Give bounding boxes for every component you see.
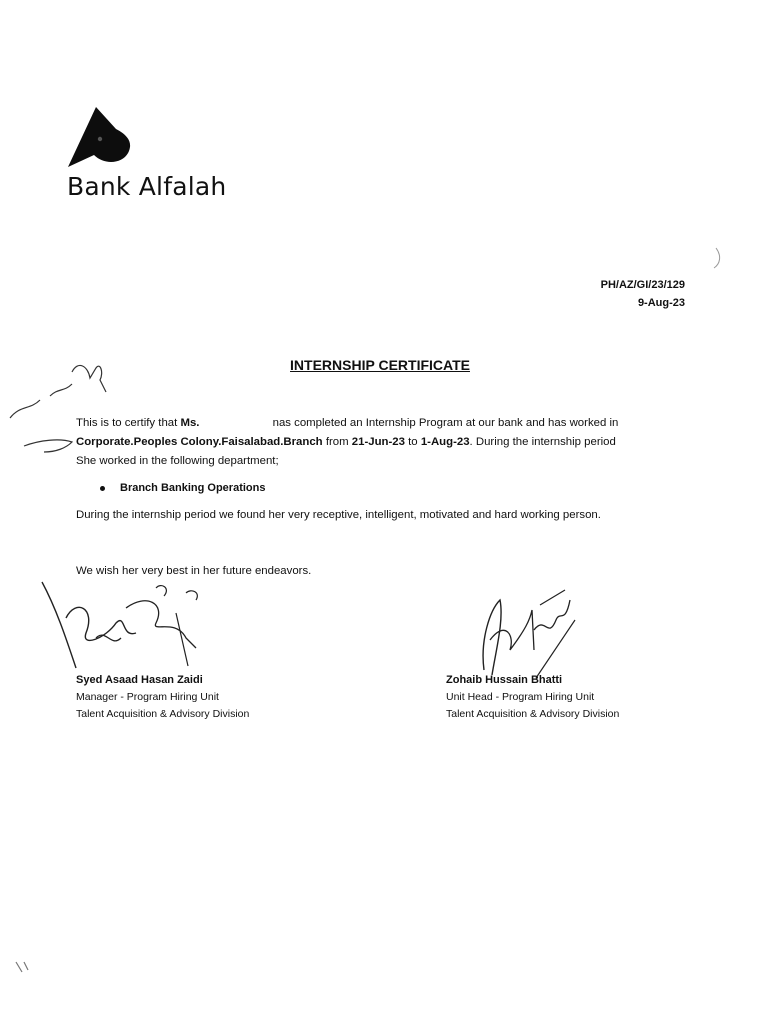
reference-number: PH/AZ/GI/23/129 — [600, 279, 685, 291]
body-line3: She worked in the following department; — [76, 455, 279, 467]
signatory-name: Zohaib Hussain Bhatti — [446, 674, 563, 686]
body-start-date: 21-Jun-23 — [351, 436, 405, 448]
body-line1-a: This is to certify that — [76, 417, 181, 429]
body-line1-b: nas completed an Internship Program at our bank and has worked in — [269, 417, 619, 429]
body-end-date: 1-Aug-23 — [420, 436, 470, 448]
assessment-text: During the internship period we found her very receptive, intelligent, motivated and hard working person. — [76, 509, 601, 521]
body-from: from — [322, 436, 352, 448]
signatory-division: Talent Acquisition & Advisory Division — [76, 708, 250, 720]
body-salutation: Ms. — [180, 417, 200, 429]
closing-text: We wish her very best in her future endeavors. — [76, 565, 312, 577]
brand-name: Bank Alfalah — [67, 172, 227, 201]
body-branch: Corporate.Peoples Colony.Faisalabad.Branch — [76, 436, 323, 448]
certificate-title: INTERNSHIP CERTIFICATE — [290, 357, 470, 373]
body-line2-tail: . During the internship period — [469, 436, 616, 448]
signatory-name: Syed Asaad Hasan Zaidi — [76, 674, 203, 686]
department-name: Branch Banking Operations — [120, 482, 266, 494]
signatory-role: Manager - Program Hiring Unit — [76, 691, 219, 703]
reference-date: 9-Aug-23 — [637, 297, 685, 309]
signatory-division: Talent Acquisition & Advisory Division — [446, 708, 620, 720]
body-to: to — [404, 436, 421, 448]
signatory-role: Unit Head - Program Hiring Unit — [446, 691, 595, 703]
